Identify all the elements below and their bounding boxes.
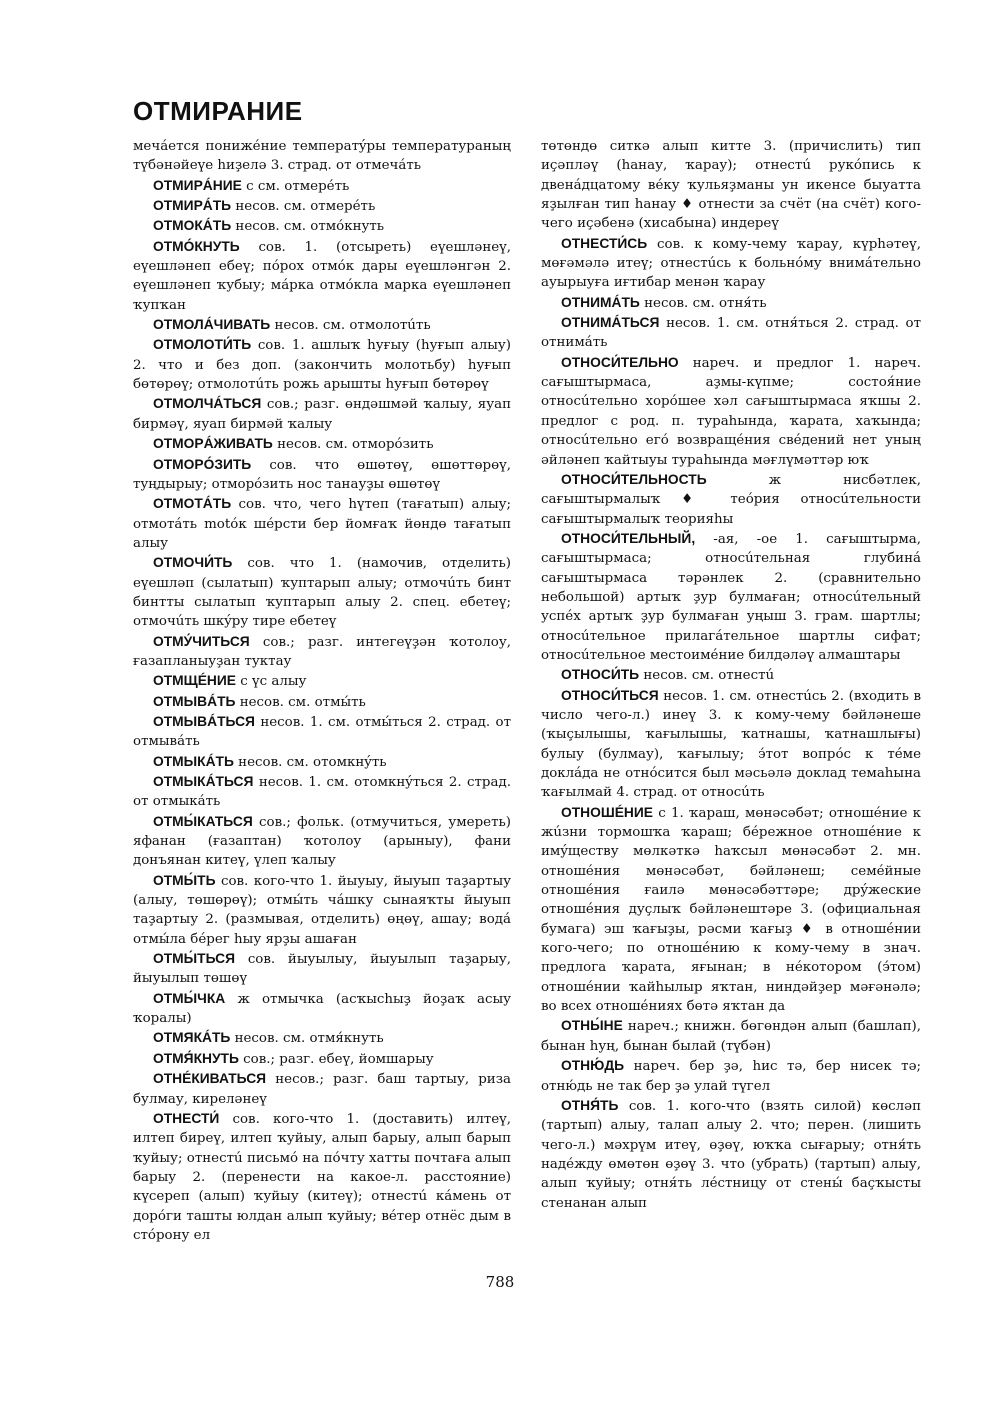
entry-headword: ОТМИРÁНИЕ [153, 177, 242, 193]
entry-definition: несов. см. отнестú [643, 668, 775, 684]
entry-headword: ОТМЫКÁТЬСЯ [153, 774, 254, 789]
entry-definition: сов.; разг. өндәшмәй ҡалыу, яуап бирмәү, яуап бирмәй ҡалыу [133, 397, 512, 432]
dictionary-entry [133, 812, 511, 871]
entry-definition: несов. 1. см. отомкнýться 2. страд. от отмыкáть [133, 775, 511, 810]
entry-definition: нареч.; книжн. бөгөндән алып (башлап), бынан һуң, бынан былай (түбән) [541, 1019, 921, 1054]
entry-definition: с 1. ҡараш, мөнәсәбәт; отношéние к жúзни тормошҡа ҡараш; бéрежное отношéние к имýществу мөлкәткә һаҡсыл мөнәсәбәт 2. мн. отношéния мөнәсәбәт, бәйләнеш; семéйные отношéния ғаилә мөнәсәбәттәре; дрýжеские отношéния дуҫлыҡ бәйләнештәре 3. (официальная бумага) эш ҡағыҙы, рәсми ҡағыҙ ♦ в отношéнии кого-чего; по отношéнию к кому-чему в знач. предлога ҡарата, яғынан; в нéкотором (э́том) отношéнии ҡайһылыр яҡтан, ниндәйҙер мәғәнәлә; во всех отношéниях бөтә яҡтан да [541, 805, 922, 1015]
entry-definition: несов. 1. см. отмы́ться 2. страд. от отмывáть [133, 714, 511, 750]
entry-definition: ж отмычка (асҡысһыҙ йоҙаҡ асыу ҡоралы) [133, 991, 511, 1027]
entry-definition: мечáется понижéние температýры температураның түбәнәйеүе һиҙелә 3. страд. от отмечáть [133, 139, 511, 174]
entry-headword: ОТНÉКИВАТЬСЯ [153, 1071, 267, 1087]
entry-definition: төтөндө ситкә алып китте 3. (причислить) тип иҫәпләү (һанау, ҡарау); отнестú рукóпись к двенáдцатому вéку ҡульяҙманы ун икенсе быуатта яҙылған тип һанау ♦ отнести за счёт (на счёт) кого-чего иҫәбенә (хисабына) индереү [541, 139, 921, 232]
entry-headword: ОТМЫКÁТЬ [153, 753, 234, 769]
dictionary-entry [133, 632, 511, 672]
dictionary-entry [541, 353, 921, 470]
entry-headword: ОТНОСИ́ТЬ [561, 667, 640, 683]
dictionary-entry [133, 989, 511, 1029]
dictionary-entry [133, 237, 511, 315]
entry-headword: ОТМЫ́ТЬСЯ [153, 951, 236, 967]
dictionary-entry [133, 871, 511, 949]
entry-definition: нареч. и предлог 1. нареч. сағыштырмаса, аҙмы-күпме; состоя́ние относúтельно хорóшее хәл сағыштырмаса яҡшы 2. предлог с род. п. тураһында, ҡарата, хаҡында; относúтельно егó возвращéния свéдений нет уның әйләнеп ҡайтыуы тураһында мәғлүмәттәр юҡ [541, 355, 921, 468]
entry-headword: ОТМЯКÁТЬ [153, 1030, 231, 1046]
dictionary-entry [541, 313, 921, 353]
entry-definition: несов. см. отомкнýть [238, 754, 387, 770]
dictionary-entry [133, 772, 511, 812]
entry-headword: ОТМЫ́ЧКА [153, 990, 226, 1006]
entry-definition: несов. см. отмя́кнуть [234, 1031, 384, 1047]
dictionary-entry [133, 1049, 511, 1069]
dictionary-entry [133, 1028, 511, 1048]
entry-headword: ОТМОЛОТИ́ТЬ [153, 337, 252, 353]
dictionary-entry [133, 176, 511, 196]
running-head: ОТМИРАНИЕ [133, 96, 303, 126]
right-column [541, 137, 921, 1213]
dictionary-entry [541, 1056, 921, 1096]
dictionary-entry [133, 692, 511, 712]
dictionary-entry [133, 335, 511, 394]
dictionary-entry [133, 315, 511, 335]
entry-definition: несов. см. отмóкнуть [235, 219, 385, 235]
entry-headword: ОТМЫ́КАТЬСЯ [153, 813, 253, 829]
dictionary-entry [541, 803, 921, 1017]
dictionary-entry [541, 137, 921, 234]
entry-headword: ОТМОЛЧÁТЬСЯ [153, 396, 262, 412]
dictionary-entry [133, 1069, 511, 1109]
entry-definition: сов. йыуылыу, йыуылып таҙарыу, йыуылып төшөү [133, 952, 511, 987]
entry-definition: несов.; разг. баш тартыу, риза булмау, киреләнеү [133, 1072, 511, 1107]
entry-definition: сов. что 1. (намочив, отделить) еүешләп (сылатып) ҡуптарып алыу; отмочúть бинт бинтты сылатып ҡуптарып алыу 2. спец. ебетеү; отмочúть шкýру тире ебетеү [133, 556, 511, 630]
entry-headword: ОТНОСИ́ТЕЛЬНО [561, 354, 679, 370]
dictionary-entry [133, 216, 511, 236]
dictionary-entry [133, 494, 511, 553]
entry-definition: несов. см. отмы́ть [239, 694, 366, 710]
dictionary-entry [133, 671, 511, 691]
entry-definition: несов. 1. см. отнестúсь 2. (входить в число чего-л.) инеү 3. к кому-чему бәйләнеше (ҡыҫылышы, ҡағылышы, ҡатнашы, ҡатнашлығы) булыу (булмау), ҡағылыу; э́тот вопрóс к тéме доклáда не отнóсится был мәсьәлә доклад темаһына ҡағылмай 4. страд. от относúть [541, 688, 921, 801]
entry-definition: сов. 1. кого-что (взять силой) көсләп (тартып) алыу, талап алыу 2. что; перен. (лишить чего-л.) мәхрүм итеү, өҙөү, юҡҡа сығарыу; отня́ть надéжду өмөтөн өҙөү 3. что (убрать) (тартып) алыу, алып ҡуйыу; отня́ть лéстницу от стены́ баҫҡысты стенанан алып [541, 1098, 921, 1211]
entry-definition: нареч. бер ҙә, һис тә, бер нисек тә; отню́дь не так бер ҙә улай түгел [541, 1059, 922, 1094]
dictionary-entry [541, 529, 921, 665]
dictionary-entry [541, 1016, 921, 1056]
entry-headword: ОТНОШÉНИЕ [561, 804, 654, 820]
dictionary-entry [541, 293, 921, 313]
entry-definition: сов.; разг. ебеү, йомшарыу [243, 1051, 434, 1067]
entry-headword: ОТМЫ́ТЬ [153, 872, 216, 888]
dictionary-entry [133, 752, 511, 772]
dictionary-entry [133, 455, 511, 495]
entry-headword: ОТНЯ́ТЬ [561, 1097, 619, 1113]
entry-headword: ОТНЕСТИ́СЬ [561, 235, 648, 251]
entry-definition: с үс алыу [240, 674, 307, 690]
entry-definition: сов. 1. ашлыҡ һуғыу (һуғып алыу) 2. что и без доп. (закончить молотьбу) һуғып бөтөрөү; отмолотúть рожь арышты һуғып бөтөрөү [133, 338, 511, 393]
dictionary-entry [541, 234, 921, 293]
entry-definition: сов. 1. (отсыреть) еүешләнеү, еүешләнеп ебеү; пóрох отмóк дары еүешләнгән 2. еүешләнеп ҡубыу; мáрка отмóкла марка еүешләнеп ҡупҡан [133, 239, 511, 313]
entry-headword: ОТМОРÁЖИВАТЬ [153, 436, 273, 452]
left-column [133, 137, 511, 1245]
entry-definition: несов. 1. см. отня́ться 2. страд. от отнимáть [541, 316, 921, 351]
entry-headword: ОТНОСИ́ТЬСЯ [561, 687, 659, 703]
dictionary-entry [541, 665, 921, 685]
entry-headword: ОТНИМÁТЬСЯ [561, 315, 660, 331]
dictionary-entry [541, 470, 921, 529]
dictionary-entry [133, 137, 511, 176]
entry-headword: ОТНОСИ́ТЕЛЬНОСТЬ [561, 471, 707, 487]
dictionary-entry [133, 949, 511, 989]
entry-definition: сов. кого-что 1. йыуыу, йыуып таҙартыу (алыу, төшөрөү); отмы́ть чáшку сынаяҡты йыуып таҙартыу 2. (размывая, отделить) өңөү, ашау; водá отмы́ла бéрег һыу ярҙы ашаған [133, 873, 511, 947]
dictionary-entry [133, 196, 511, 216]
entry-headword: ОТМЩÉНИЕ [153, 673, 236, 689]
dictionary-entry [133, 553, 511, 631]
entry-headword: ОТМОЛÁЧИВАТЬ [153, 317, 271, 333]
entry-headword: ОТНЮ́ДЬ [561, 1058, 625, 1074]
entry-definition: сов.; фольк. (отмучиться, умереть) яфанан (ғазаптан) ҡотолоу (арыныу), фани донъянан китеү, үлеп ҡалыу [133, 814, 511, 869]
entry-headword: ОТНЕСТИ́ [153, 1110, 220, 1126]
dictionary-entry [133, 394, 511, 434]
entry-headword: ОТНЫ́НЕ [561, 1018, 623, 1034]
entry-definition: сов. что өшөтөү, өшөттөрөү, туңдырыу; отморóзить нос танауҙы өшөтөү [133, 457, 511, 492]
entry-definition: сов.; разг. интегеүҙән ҡотолоу, ғазапланыуҙан туктау [133, 634, 512, 669]
entry-headword: ОТМОТÁТЬ [153, 496, 232, 512]
entry-definition: сов. кого-что 1. (доставить) илтеү, илтеп биреү, илтеп ҡуйыу, алып барыу, алып барып ҡуйыу; отнестú письмó на пóчту хатты почтаға алып барыу 2. (перенести на какое-л. расстояние) күсереп (алып) ҡуйыу (китеү); отнестú кáмень от дорóги ташты юлдан алып ҡуйыу; вéтер отнёс дым в стóрону ел [133, 1111, 511, 1243]
dictionary-entry [541, 1096, 921, 1213]
page-number: 788 [485, 1273, 515, 1291]
entry-headword: ОТМÓКНУТЬ [153, 238, 240, 254]
entry-headword: ОТМУ́ЧИТЬСЯ [153, 633, 250, 649]
entry-headword: ОТМЫВÁТЬ [153, 693, 236, 709]
entry-headword: ОТМОКÁТЬ [153, 218, 232, 234]
entry-definition: ж нисбәтлек, сағыштырмалыҡ ♦ теóрия относúтельности сағыштырмалыҡ теорияһы [541, 472, 921, 527]
entry-headword: ОТМИРÁТЬ [153, 198, 232, 214]
entry-definition: несов. см. отмолотúть [274, 318, 431, 334]
entry-definition: несов. см. отмерéть [235, 199, 376, 215]
dictionary-entry [541, 686, 921, 803]
dictionary-entry [133, 434, 511, 454]
entry-definition: -ая, -ое 1. сағыштырма, сағыштырмаса; относúтельная глубинá сағыштырмаса тәрәнлек 2. (сравнительно небольшой) артыҡ ҙур булмаған; относúтельный успéх артыҡ ҙур булмаған уңыш 3. грам. шартлы; относúтельное прилагáтельное шартлы сифат; относúтельное местоимéние билдәләү алмаштары [541, 531, 921, 663]
entry-definition: несов. см. отморóзить [277, 437, 434, 453]
entry-headword: ОТНОСИ́ТЕЛЬНЫЙ, [561, 530, 696, 546]
entry-definition: с см. отмерéть [246, 178, 350, 194]
entry-headword: ОТМЫВÁТЬСЯ [153, 713, 255, 729]
dictionary-entry [133, 712, 511, 752]
entry-headword: ОТМОЧИ́ТЬ [153, 555, 233, 571]
dictionary-entry [133, 1109, 511, 1245]
entry-headword: ОТНИМÁТЬ [561, 294, 640, 310]
entry-definition: сов. к кому-чему ҡарау, күрһәтеү, мөғәмәлә итеү; отнестúсь к больнóму внимáтельно ауырыуға иғтибар менән ҡарау [541, 236, 921, 291]
entry-definition: сов. что, чего һүтеп (тағатып) алыу; отмотáть motóк шéрсти бер йомғаҡ йөндө тағатып алыу [133, 497, 511, 551]
entry-headword: ОТМЯ́КНУТЬ [153, 1050, 239, 1066]
entry-headword: ОТМОРÓЗИТЬ [153, 456, 252, 472]
entry-definition: несов. см. отня́ть [644, 295, 767, 311]
